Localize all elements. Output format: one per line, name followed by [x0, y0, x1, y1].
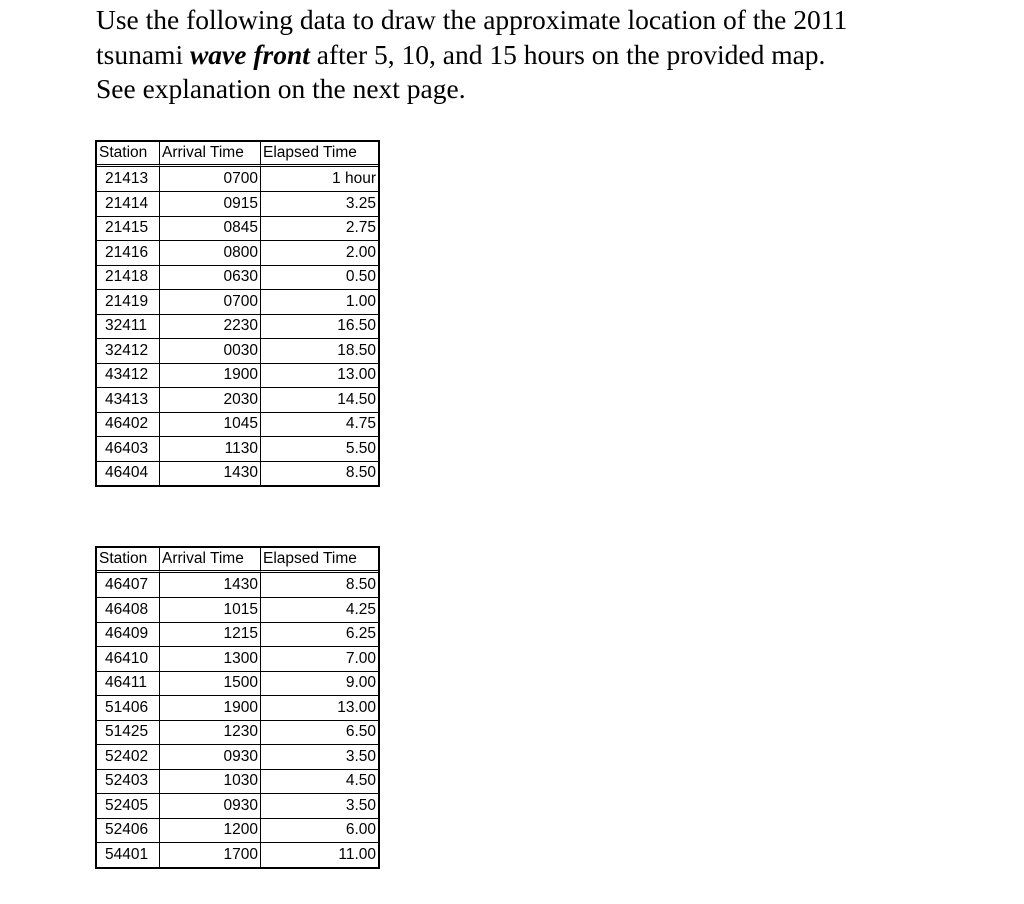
- table-row: [97, 793, 378, 818]
- arrival-time-cell: 1130: [160, 436, 261, 461]
- table-row: [97, 842, 378, 867]
- table-row: [97, 338, 378, 363]
- arrival-time-cell: 2230: [160, 314, 261, 339]
- arrival-time-cell: 0800: [160, 240, 261, 265]
- table-row: [97, 818, 378, 843]
- arrival-time-cell: 1900: [160, 363, 261, 388]
- table-header-row: [97, 142, 378, 167]
- station-cell: 46409: [97, 622, 160, 647]
- elapsed-time-cell: 18.50: [261, 338, 378, 363]
- elapsed-time-cell: 4.50: [261, 769, 378, 794]
- arrival-time-cell: 1700: [160, 842, 261, 867]
- table-row: [97, 387, 378, 412]
- elapsed-time-cell: 4.25: [261, 597, 378, 622]
- table-row: [97, 363, 378, 388]
- elapsed-time-cell: 1.00: [261, 289, 378, 314]
- arrival-time-cell: 0930: [160, 793, 261, 818]
- elapsed-time-cell: 3.50: [261, 744, 378, 769]
- station-cell: 46411: [97, 671, 160, 696]
- arrival-time-cell: 0845: [160, 216, 261, 241]
- station-cell: 52403: [97, 769, 160, 794]
- table-row: [97, 412, 378, 437]
- station-cell: 32411: [97, 314, 160, 339]
- elapsed-time-cell: 2.00: [261, 240, 378, 265]
- elapsed-time-cell: 9.00: [261, 671, 378, 696]
- instructions-line-2-end: after 5, 10, and 15 hours on the provided map.: [309, 38, 826, 70]
- elapsed-time-cell: 8.50: [261, 461, 378, 486]
- table-row: [97, 240, 378, 265]
- arrival-time-cell: 0700: [160, 167, 261, 192]
- table-header-row: [97, 548, 378, 573]
- arrival-time-cell: 1215: [160, 622, 261, 647]
- header-elapsed-time: Elapsed Time: [261, 142, 378, 167]
- table-row: [97, 695, 378, 720]
- arrival-time-cell: 1230: [160, 720, 261, 745]
- elapsed-time-cell: 13.00: [261, 695, 378, 720]
- elapsed-time-cell: 4.75: [261, 412, 378, 437]
- header-elapsed-time: Elapsed Time: [261, 548, 378, 573]
- instructions-line-2: [96, 38, 996, 73]
- station-cell: 21414: [97, 191, 160, 216]
- station-cell: 46407: [97, 573, 160, 598]
- station-cell: 43413: [97, 387, 160, 412]
- station-table-1: [95, 140, 380, 487]
- table-row: [97, 265, 378, 290]
- table-row: [97, 671, 378, 696]
- station-cell: 46404: [97, 461, 160, 486]
- station-cell: 21418: [97, 265, 160, 290]
- header-arrival-time: Arrival Time: [160, 548, 261, 573]
- elapsed-time-cell: 7.00: [261, 646, 378, 671]
- elapsed-time-cell: 6.50: [261, 720, 378, 745]
- station-cell: 43412: [97, 363, 160, 388]
- elapsed-time-cell: 2.75: [261, 216, 378, 241]
- table-row: [97, 769, 378, 794]
- station-cell: 52406: [97, 818, 160, 843]
- arrival-time-cell: 0030: [160, 338, 261, 363]
- instructions-line-3: See explanation on the next page.: [96, 73, 466, 104]
- arrival-time-cell: 1200: [160, 818, 261, 843]
- table-row: [97, 720, 378, 745]
- station-cell: 51425: [97, 720, 160, 745]
- station-cell: 21415: [97, 216, 160, 241]
- table-row: [97, 573, 378, 598]
- table-row: [97, 461, 378, 486]
- table-row: [97, 622, 378, 647]
- station-cell: 46410: [97, 646, 160, 671]
- table-row: [97, 597, 378, 622]
- station-cell: 46402: [97, 412, 160, 437]
- station-cell: 52405: [97, 793, 160, 818]
- arrival-time-cell: 0630: [160, 265, 261, 290]
- table-row: [97, 646, 378, 671]
- table-row: [97, 289, 378, 314]
- station-cell: 51406: [97, 695, 160, 720]
- instructions-line-1: Use the following data to draw the approximate location of the 2011: [96, 4, 848, 35]
- station-cell: 46408: [97, 597, 160, 622]
- instructions-line-2-start: tsunami: [96, 38, 190, 70]
- table-row: [97, 216, 378, 241]
- table-row: [97, 167, 378, 192]
- elapsed-time-cell: 11.00: [261, 842, 378, 867]
- elapsed-time-cell: 13.00: [261, 363, 378, 388]
- arrival-time-cell: 1015: [160, 597, 261, 622]
- arrival-time-cell: 1430: [160, 573, 261, 598]
- station-cell: 32412: [97, 338, 160, 363]
- arrival-time-cell: 1500: [160, 671, 261, 696]
- station-cell: 52402: [97, 744, 160, 769]
- arrival-time-cell: 0930: [160, 744, 261, 769]
- arrival-time-cell: 1430: [160, 461, 261, 486]
- arrival-time-cell: 1045: [160, 412, 261, 437]
- elapsed-time-cell: 3.50: [261, 793, 378, 818]
- arrival-time-cell: 0700: [160, 289, 261, 314]
- table-row: [97, 314, 378, 339]
- station-cell: 54401: [97, 842, 160, 867]
- station-cell: 21419: [97, 289, 160, 314]
- station-cell: 46403: [97, 436, 160, 461]
- header-station: Station: [97, 548, 160, 573]
- table-row: [97, 436, 378, 461]
- elapsed-time-cell: 14.50: [261, 387, 378, 412]
- station-cell: 21416: [97, 240, 160, 265]
- arrival-time-cell: 1900: [160, 695, 261, 720]
- arrival-time-cell: 0915: [160, 191, 261, 216]
- station-cell: 21413: [97, 167, 160, 192]
- table-row: [97, 191, 378, 216]
- elapsed-time-cell: 1 hour: [332, 169, 376, 187]
- elapsed-time-cell: 6.25: [261, 622, 378, 647]
- header-station: Station: [97, 142, 160, 167]
- header-arrival-time: Arrival Time: [160, 142, 261, 167]
- elapsed-time-cell: 0.50: [261, 265, 378, 290]
- arrival-time-cell: 1300: [160, 646, 261, 671]
- elapsed-time-cell: 16.50: [261, 314, 378, 339]
- wave-front-emphasis: wave front: [189, 38, 310, 70]
- instructions-paragraph: [96, 3, 996, 107]
- elapsed-time-cell: 8.50: [345, 575, 376, 593]
- table-row: [97, 744, 378, 769]
- elapsed-time-cell: 5.50: [261, 436, 378, 461]
- station-table-2: [95, 546, 380, 869]
- elapsed-time-cell: 6.00: [261, 818, 378, 843]
- arrival-time-cell: 2030: [160, 387, 261, 412]
- elapsed-time-cell: 3.25: [261, 191, 378, 216]
- arrival-time-cell: 1030: [160, 769, 261, 794]
